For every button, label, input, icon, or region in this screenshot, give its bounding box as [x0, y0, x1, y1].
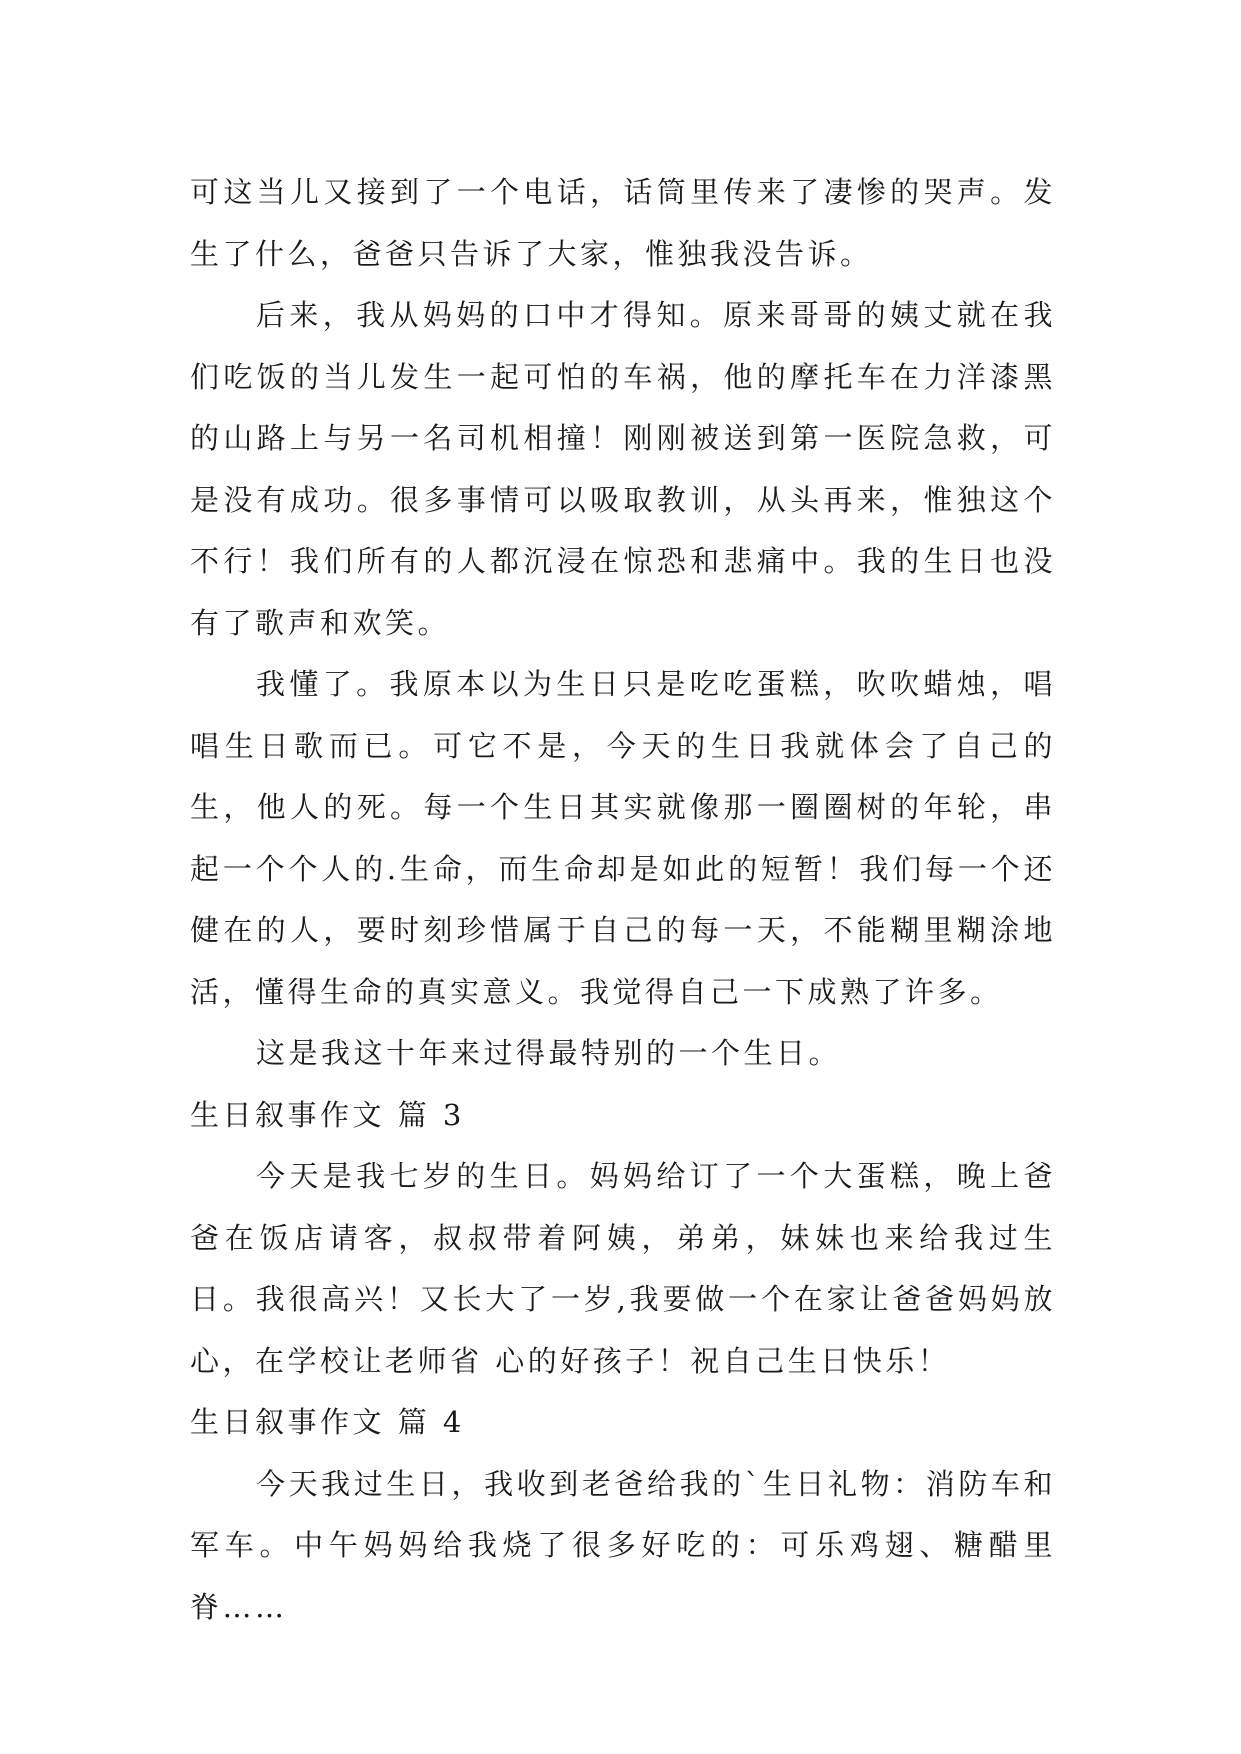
paragraph-phone-call: 可这当儿又接到了一个电话，话筒里传来了凄惨的哭声。发生了什么，爸爸只告诉了大家，惟独我没告诉。	[190, 175, 1056, 271]
paragraph-car-accident: 后来，我从妈妈的口中才得知。原来哥哥的姨丈就在我们吃饭的当儿发生一起可怕的车祸，他的摩托车在力洋漆黑的山路上与另一名司机相撞！刚刚被送到第一医院急救，可是没有成功。很多事情可以吸取教训，从头再来，惟独这个不行！我们所有的人都沉浸在惊恐和悲痛中。我的生日也没有了歌声和欢笑。	[190, 298, 1056, 640]
paragraph-meaning-of-life: 我懂了。我原本以为生日只是吃吃蛋糕，吹吹蜡烛，唱唱生日歌而已。可它不是，今天的生日我就体会了自己的生，他人的死。每一个生日其实就像那一圈圈树的年轮，串起一个个人的.生命，而生命却是如此的短暂！我们每一个还健在的人，要时刻珍惜属于自己的每一天，不能糊里糊涂地活，懂得生命的真实意义。我觉得自己一下成熟了许多。	[190, 667, 1056, 1009]
paragraph-birthday-gifts: 今天我过生日，我收到老爸给我的`生日礼物：消防车和军车。中午妈妈给我烧了很多好吃的：可乐鸡翅、糖醋里脊……	[190, 1466, 1056, 1624]
section-heading-3: 生日叙事作文 篇 3	[190, 1097, 465, 1132]
document-body	[190, 162, 1056, 1638]
paragraph-seventh-birthday: 今天是我七岁的生日。妈妈给订了一个大蛋糕，晚上爸爸在饭店请客，叔叔带着阿姨，弟弟，妹妹也来给我过生日。我很高兴！又长大了一岁,我要做一个在家让爸爸妈妈放心，在学校让老师省 心的好孩子！祝自己生日快乐！	[190, 1159, 1056, 1378]
paragraph-special-birthday: 这是我这十年来过得最特别的一个生日。	[256, 1036, 842, 1070]
section-heading-4: 生日叙事作文 篇 4	[190, 1405, 465, 1439]
